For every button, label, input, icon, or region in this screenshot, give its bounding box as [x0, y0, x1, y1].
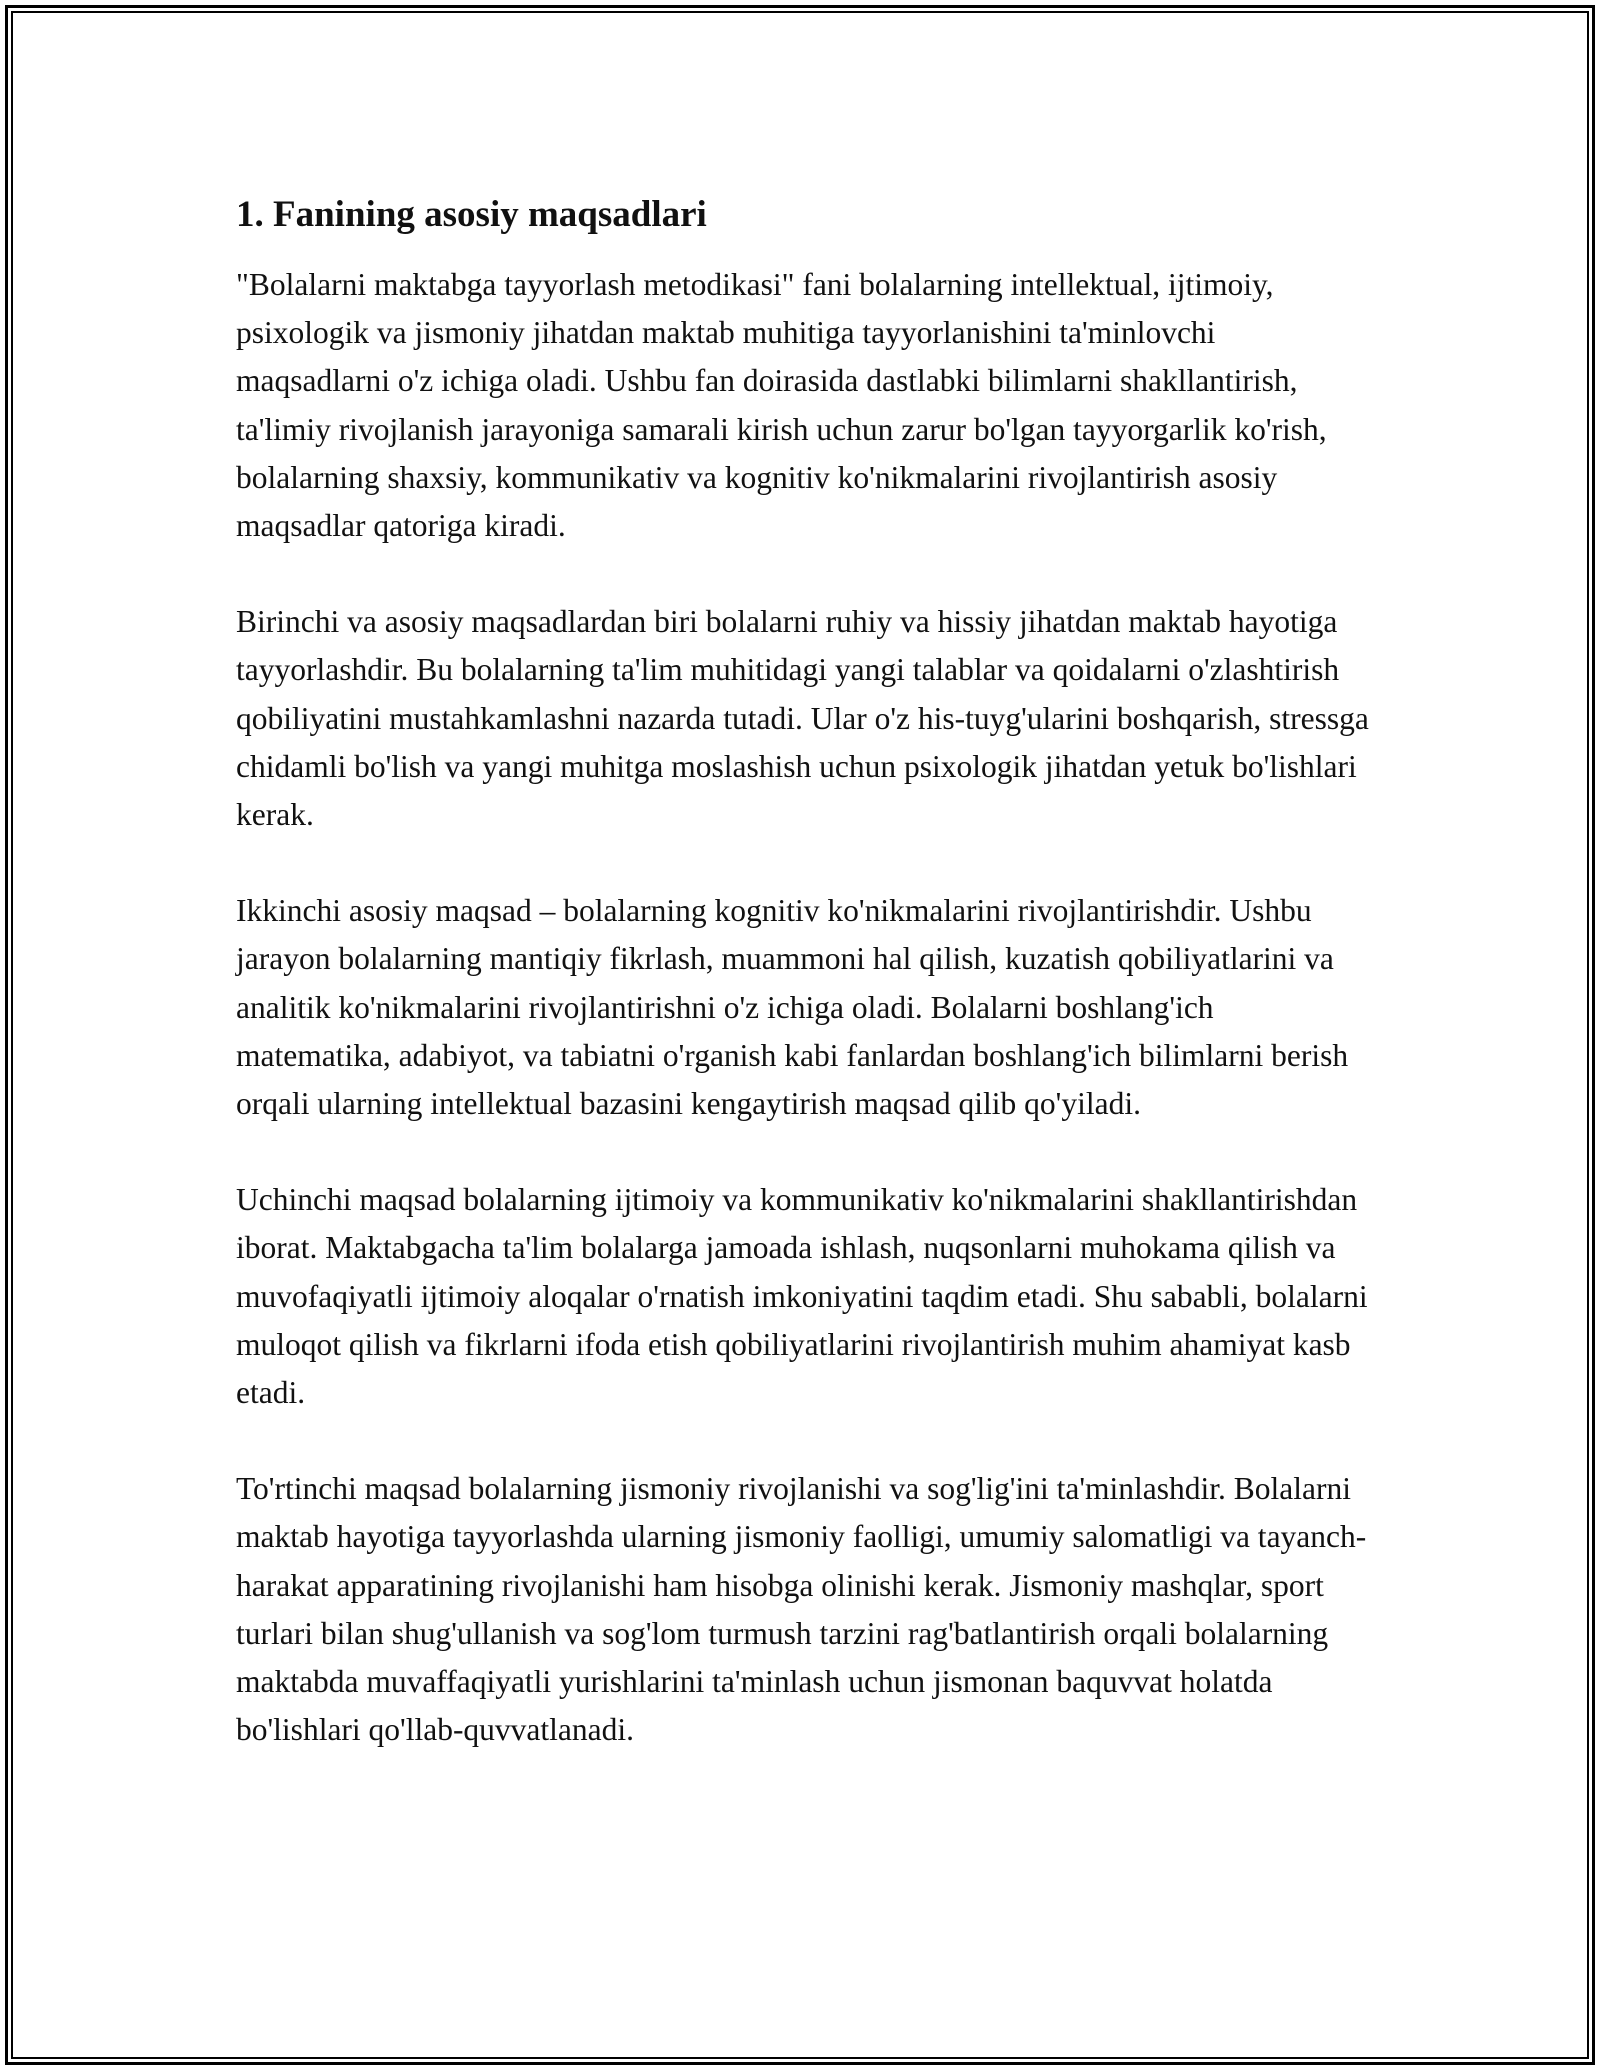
- paragraph-intro: "Bolalarni maktabga tayyorlash metodikasi" fani bolalarning intellektual, ijtimoiy, psixologik va jismoniy jihatdan maktab muhitiga tayyorlanishini ta'minlovchi maqsadlarni o'z ichiga oladi. Ushbu fan doirasida dastlabki bilimlarni shakllantirish, ta'limiy rivojlanish jarayoniga samarali kirish uchun zarur bo'lgan tayyorgarlik ko'rish, bolalarning shaxsiy, kommunikativ va kognitiv ko'nikmalarini rivojlantirish asosiy maqsadlar qatoriga kiradi.: [236, 267, 1327, 544]
- document-body: [236, 187, 1376, 1802]
- paragraph-first-goal: Birinchi va asosiy maqsadlardan biri bolalarni ruhiy va hissiy jihatdan maktab hayotiga tayyorlashdir. Bu bolalarning ta'lim muhitidagi yangi talablar va qoidalarni o'zlashtirish qobiliyatini mustahkamlashni nazarda tutadi. Ular o'z his-tuyg'ularini boshqarish, stressga chidamli bo'lish va yangi muhitga moslashish uchun psixologik jihatdan yetuk bo'lishlari kerak.: [236, 604, 1369, 833]
- paragraph-fourth-goal: To'rtinchi maqsad bolalarning jismoniy rivojlanishi va sog'lig'ini ta'minlashdir. Bolalarni maktab hayotiga tayyorlashda ularning jismoniy faolligi, umumiy salomatligi va tayanch-harakat apparatining rivojlanishi ham hisobga olinishi kerak. Jismoniy mashqlar, sport turlari bilan shug'ullanish va sog'lom turmush tarzini rag'batlantirish orqali bolalarning maktabda muvaffaqiyatli yurishlarini ta'minlash uchun jismonan baquvvat holatda bo'lishlari qo'llab-quvvatlanadi.: [236, 1471, 1367, 1748]
- paragraph-second-goal: Ikkinchi asosiy maqsad – bolalarning kognitiv ko'nikmalarini rivojlantirishdir. Ushbu jarayon bolalarning mantiqiy fikrlash, muammoni hal qilish, kuzatish qobiliyatlarini va analitik ko'nikmalarini rivojlantirishni o'z ichiga oladi. Bolalarni boshlang'ich matematika, adabiyot, va tabiatni o'rganish kabi fanlardan boshlang'ich bilimlarni berish orqali ularning intellektual bazasini kengaytirish maqsad qilib qo'yiladi.: [236, 893, 1349, 1122]
- paragraph-third-goal: Uchinchi maqsad bolalarning ijtimoiy va kommunikativ ko'nikmalarini shakllantirishdan iborat. Maktabgacha ta'lim bolalarga jamoada ishlash, nuqsonlarni muhokama qilish va muvofaqiyatli ijtimoiy aloqalar o'rnatish imkoniyatini taqdim etadi. Shu sababli, bolalarni muloqot qilish va fikrlarni ifoda etish qobiliyatlarini rivojlantirish muhim ahamiyat kasb etadi.: [236, 1182, 1368, 1411]
- section-heading: 1. Fanining asosiy maqsadlari: [236, 194, 707, 235]
